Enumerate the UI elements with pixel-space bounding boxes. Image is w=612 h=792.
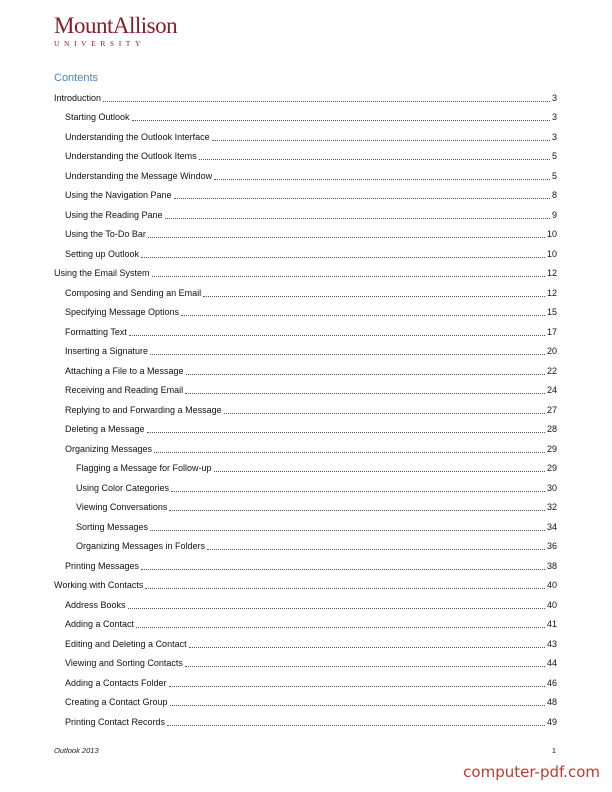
toc-dot-leader: [141, 256, 545, 258]
toc-entry-page[interactable]: 12: [546, 287, 557, 298]
toc-entry[interactable]: [54, 201, 557, 221]
toc-entry-page[interactable]: 30: [546, 482, 557, 493]
toc-entry[interactable]: [54, 474, 557, 494]
logo-wordmark: MountAllison: [54, 13, 178, 38]
toc-entry[interactable]: [54, 318, 557, 338]
toc-entry[interactable]: [54, 182, 557, 202]
toc-entry-title[interactable]: Printing Messages: [65, 560, 140, 571]
toc-entry[interactable]: [54, 630, 557, 650]
toc-entry[interactable]: [54, 240, 557, 260]
toc-entry-page[interactable]: 28: [546, 424, 557, 434]
toc-entry-page[interactable]: 43: [546, 638, 557, 649]
toc-entry-page[interactable]: 44: [546, 658, 557, 668]
toc-entry-page[interactable]: 46: [546, 677, 557, 688]
toc-dot-leader: [181, 314, 545, 316]
toc-dot-leader: [128, 607, 545, 609]
toc-dot-leader: [199, 158, 550, 160]
toc-entry-page[interactable]: 38: [546, 560, 557, 571]
toc-entry[interactable]: [54, 572, 557, 592]
toc-dot-leader: [129, 334, 545, 336]
toc-dot-leader: [174, 197, 550, 199]
toc-entry-title[interactable]: Understanding the Message Window: [65, 170, 213, 181]
toc-dot-leader: [148, 236, 545, 238]
toc-dot-leader: [154, 451, 545, 453]
toc-entry-page[interactable]: 10: [546, 229, 557, 239]
toc-entry-title[interactable]: Receiving and Reading Email: [65, 385, 184, 395]
toc-entry-page[interactable]: 29: [546, 463, 557, 473]
toc-entry-page[interactable]: 32: [546, 502, 557, 512]
toc-entry-page[interactable]: 40: [546, 599, 557, 610]
toc-entry[interactable]: [54, 221, 557, 241]
toc-entry-page[interactable]: 3: [551, 131, 557, 142]
toc-entry[interactable]: [54, 377, 557, 397]
toc-entry-page[interactable]: 8: [551, 190, 557, 200]
toc-dot-leader: [185, 665, 545, 667]
toc-entry-title[interactable]: Viewing Conversations: [76, 502, 168, 512]
toc-entry-title[interactable]: Understanding the Outlook Interface: [65, 131, 210, 142]
toc-dot-leader: [186, 373, 545, 375]
toc-entry-title[interactable]: Deleting a Message: [65, 424, 145, 434]
toc-dot-leader: [167, 724, 545, 726]
toc-dot-leader: [136, 626, 545, 628]
toc-entry[interactable]: [54, 689, 557, 709]
toc-entry[interactable]: [54, 708, 557, 728]
toc-entry[interactable]: [54, 162, 557, 182]
toc-entry-title[interactable]: Printing Contact Records: [65, 716, 166, 727]
toc-entry-title[interactable]: Adding a Contacts Folder: [65, 677, 167, 688]
toc-entry[interactable]: [54, 299, 557, 319]
toc-entry-page[interactable]: 41: [546, 619, 557, 629]
toc-entry[interactable]: [54, 396, 557, 416]
toc-dot-leader: [189, 646, 545, 648]
toc-entry-page[interactable]: 34: [546, 521, 557, 532]
toc-dot-leader: [165, 217, 550, 219]
toc-entry-page[interactable]: 5: [551, 170, 557, 181]
toc-entry[interactable]: [54, 260, 557, 280]
toc-entry-title[interactable]: Attaching a File to a Message: [65, 365, 184, 376]
toc-entry-title[interactable]: Editing and Deleting a Contact: [65, 638, 187, 649]
toc-entry-title[interactable]: Using Color Categories: [76, 482, 170, 493]
toc-entry[interactable]: [54, 552, 557, 572]
toc-entry-title[interactable]: Organizing Messages: [65, 443, 153, 454]
toc-entry[interactable]: [54, 84, 557, 104]
toc-entry[interactable]: [54, 513, 557, 533]
toc-entry-title[interactable]: Formatting Text: [65, 326, 127, 337]
toc-dot-leader: [214, 470, 545, 472]
toc-entry-title[interactable]: Organizing Messages in Folders: [76, 541, 206, 551]
toc-dot-leader: [103, 100, 550, 102]
toc-entry-page[interactable]: 17: [546, 326, 557, 337]
toc-entry[interactable]: [54, 591, 557, 611]
toc-entry-title[interactable]: Using the Navigation Pane: [65, 190, 172, 200]
toc-dot-leader: [170, 704, 545, 706]
toc-entry-title[interactable]: Sorting Messages: [76, 521, 149, 532]
toc-entry[interactable]: [54, 104, 557, 124]
toc-entry-page[interactable]: 36: [546, 541, 557, 551]
toc-entry-title[interactable]: Specifying Message Options: [65, 307, 180, 317]
toc-entry[interactable]: [54, 338, 557, 358]
footer-document-title: Outlook 2013: [54, 746, 99, 755]
table-of-contents: [54, 84, 557, 728]
logo-subtitle: UNIVERSITY: [54, 39, 145, 48]
toc-entry[interactable]: [54, 279, 557, 299]
toc-entry-title[interactable]: Composing and Sending an Email: [65, 287, 202, 298]
toc-entry-page[interactable]: 40: [546, 580, 557, 590]
toc-entry-title[interactable]: Using the To-Do Bar: [65, 229, 146, 239]
toc-entry[interactable]: [54, 416, 557, 436]
toc-entry-title[interactable]: Working with Contacts: [54, 580, 144, 590]
toc-dot-leader: [212, 139, 550, 141]
toc-dot-leader: [169, 685, 545, 687]
toc-dot-leader: [171, 490, 545, 492]
toc-entry[interactable]: [54, 455, 557, 475]
toc-entry-title[interactable]: Adding a Contact: [65, 619, 135, 629]
toc-entry-page[interactable]: 3: [551, 112, 557, 122]
toc-entry-title[interactable]: Replying to and Forwarding a Message: [65, 404, 222, 415]
toc-dot-leader: [169, 509, 545, 511]
toc-entry-title[interactable]: Using the Reading Pane: [65, 209, 163, 220]
toc-dot-leader: [150, 353, 545, 355]
toc-dot-leader: [132, 119, 550, 121]
toc-entry[interactable]: [54, 435, 557, 455]
toc-dot-leader: [147, 431, 545, 433]
toc-entry-title[interactable]: Inserting a Signature: [65, 346, 149, 356]
toc-dot-leader: [185, 392, 545, 394]
footer-page-number: 1: [551, 746, 556, 755]
toc-entry-page[interactable]: 9: [551, 209, 557, 220]
watermark-text: computer-pdf.com: [463, 763, 600, 781]
toc-entry-page[interactable]: 12: [546, 268, 557, 278]
toc-entry-page[interactable]: 20: [546, 346, 557, 356]
toc-entry-page[interactable]: 10: [546, 248, 557, 259]
toc-entry[interactable]: [54, 123, 557, 143]
toc-entry-page[interactable]: 5: [551, 151, 557, 161]
toc-entry-page[interactable]: 48: [546, 697, 557, 707]
toc-entry-title[interactable]: Using the Email System: [54, 268, 150, 278]
toc-dot-leader: [145, 587, 545, 589]
toc-entry-title[interactable]: Address Books: [65, 599, 126, 610]
toc-entry-page[interactable]: 27: [546, 404, 557, 415]
toc-entry-page[interactable]: 29: [546, 443, 557, 454]
contents-heading: Contents: [54, 72, 99, 84]
toc-entry[interactable]: [54, 357, 557, 377]
toc-entry-title[interactable]: Viewing and Sorting Contacts: [65, 658, 183, 668]
toc-entry[interactable]: [54, 611, 557, 631]
toc-entry-page[interactable]: 49: [546, 716, 557, 727]
toc-entry[interactable]: [54, 533, 557, 553]
toc-entry[interactable]: [54, 669, 557, 689]
toc-entry-page[interactable]: 22: [546, 365, 557, 376]
toc-entry-page[interactable]: 24: [546, 385, 557, 395]
toc-dot-leader: [207, 548, 545, 550]
toc-dot-leader: [214, 178, 550, 180]
toc-entry-page[interactable]: 3: [551, 92, 557, 103]
toc-entry-title[interactable]: Introduction: [54, 92, 102, 103]
toc-entry-page[interactable]: 15: [546, 307, 557, 317]
toc-entry-title[interactable]: Flagging a Message for Follow-up: [76, 463, 212, 473]
toc-dot-leader: [152, 275, 545, 277]
toc-dot-leader: [224, 412, 545, 414]
toc-entry-title[interactable]: Understanding the Outlook Items: [65, 151, 197, 161]
toc-entry-title[interactable]: Creating a Contact Group: [65, 697, 168, 707]
toc-dot-leader: [150, 529, 545, 531]
university-logo: [54, 14, 177, 48]
toc-entry-title[interactable]: Starting Outlook: [65, 112, 130, 122]
toc-entry[interactable]: [54, 143, 557, 163]
toc-entry[interactable]: [54, 650, 557, 670]
toc-dot-leader: [203, 295, 545, 297]
toc-dot-leader: [141, 568, 545, 570]
toc-entry[interactable]: [54, 494, 557, 514]
toc-entry-title[interactable]: Setting up Outlook: [65, 248, 140, 259]
